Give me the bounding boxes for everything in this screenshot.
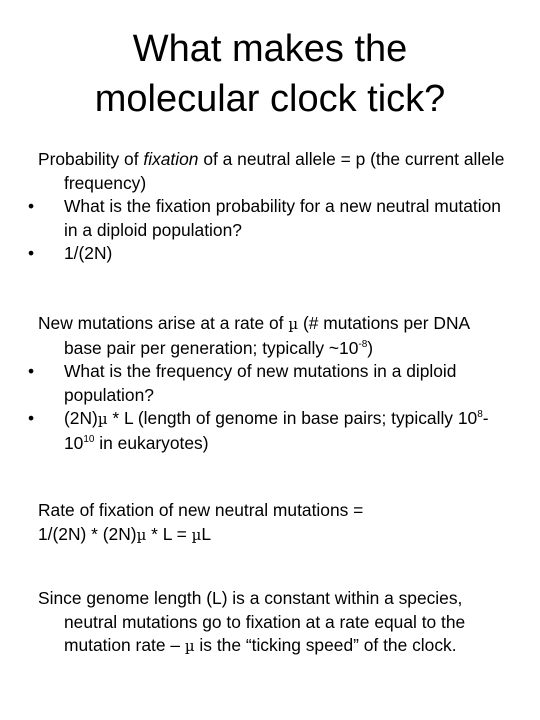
- bullet-item: • What is the fixation probability for a new neutral mutation in a diploid population?: [28, 196, 501, 240]
- bullet-icon: •: [28, 361, 35, 381]
- mutation-rate-section: [28, 312, 508, 455]
- conclusion-section: [38, 587, 508, 659]
- title-line-1: What makes the: [132, 28, 408, 70]
- fixation-rate-line-1: Rate of fixation of new neutral mutations =: [38, 500, 364, 520]
- slide-title: [0, 24, 540, 124]
- fixation-term: fixation: [143, 149, 199, 169]
- fixation-section: [28, 148, 508, 266]
- bullet-item: • 1/(2N): [38, 242, 508, 266]
- bullet-icon: •: [28, 408, 35, 428]
- mu-symbol: µ: [288, 315, 299, 333]
- mutation-rate-paragraph: New mutations arise at a rate of µ (# mutations per DNA base pair per generation; typically $\sim 10^{-8}$): [38, 313, 470, 358]
- conclusion-paragraph: Since genome length (L) is a constant within a species, neutral mutations go to fixation at a rate equal to the mutation rate – µ is the “ticking speed” of the clock.: [38, 588, 466, 655]
- bullet-icon: •: [28, 243, 35, 263]
- fixation-paragraph: Probability of fixation of a neutral allele = p (the current allele frequency): [38, 149, 505, 193]
- bullet-icon: •: [28, 196, 35, 216]
- bullet-item: • (2N)µ * L (length of genome in base pairs; typically $10^8-10^{10}$ in eukaryotes): [28, 408, 489, 453]
- mu-symbol: µ: [97, 410, 108, 428]
- mu-symbol: µ: [184, 637, 195, 655]
- title-line-2: molecular clock tick?: [94, 78, 446, 120]
- bullet-item: • What is the frequency of new mutations in a diploid population?: [28, 361, 457, 405]
- fixation-rate-line-2: 1/(2N) * (2N)µ * L = µL: [38, 523, 212, 544]
- fixation-rate-section: [38, 499, 508, 547]
- mu-symbol: µ: [136, 525, 147, 544]
- mu-symbol: µ: [191, 525, 202, 544]
